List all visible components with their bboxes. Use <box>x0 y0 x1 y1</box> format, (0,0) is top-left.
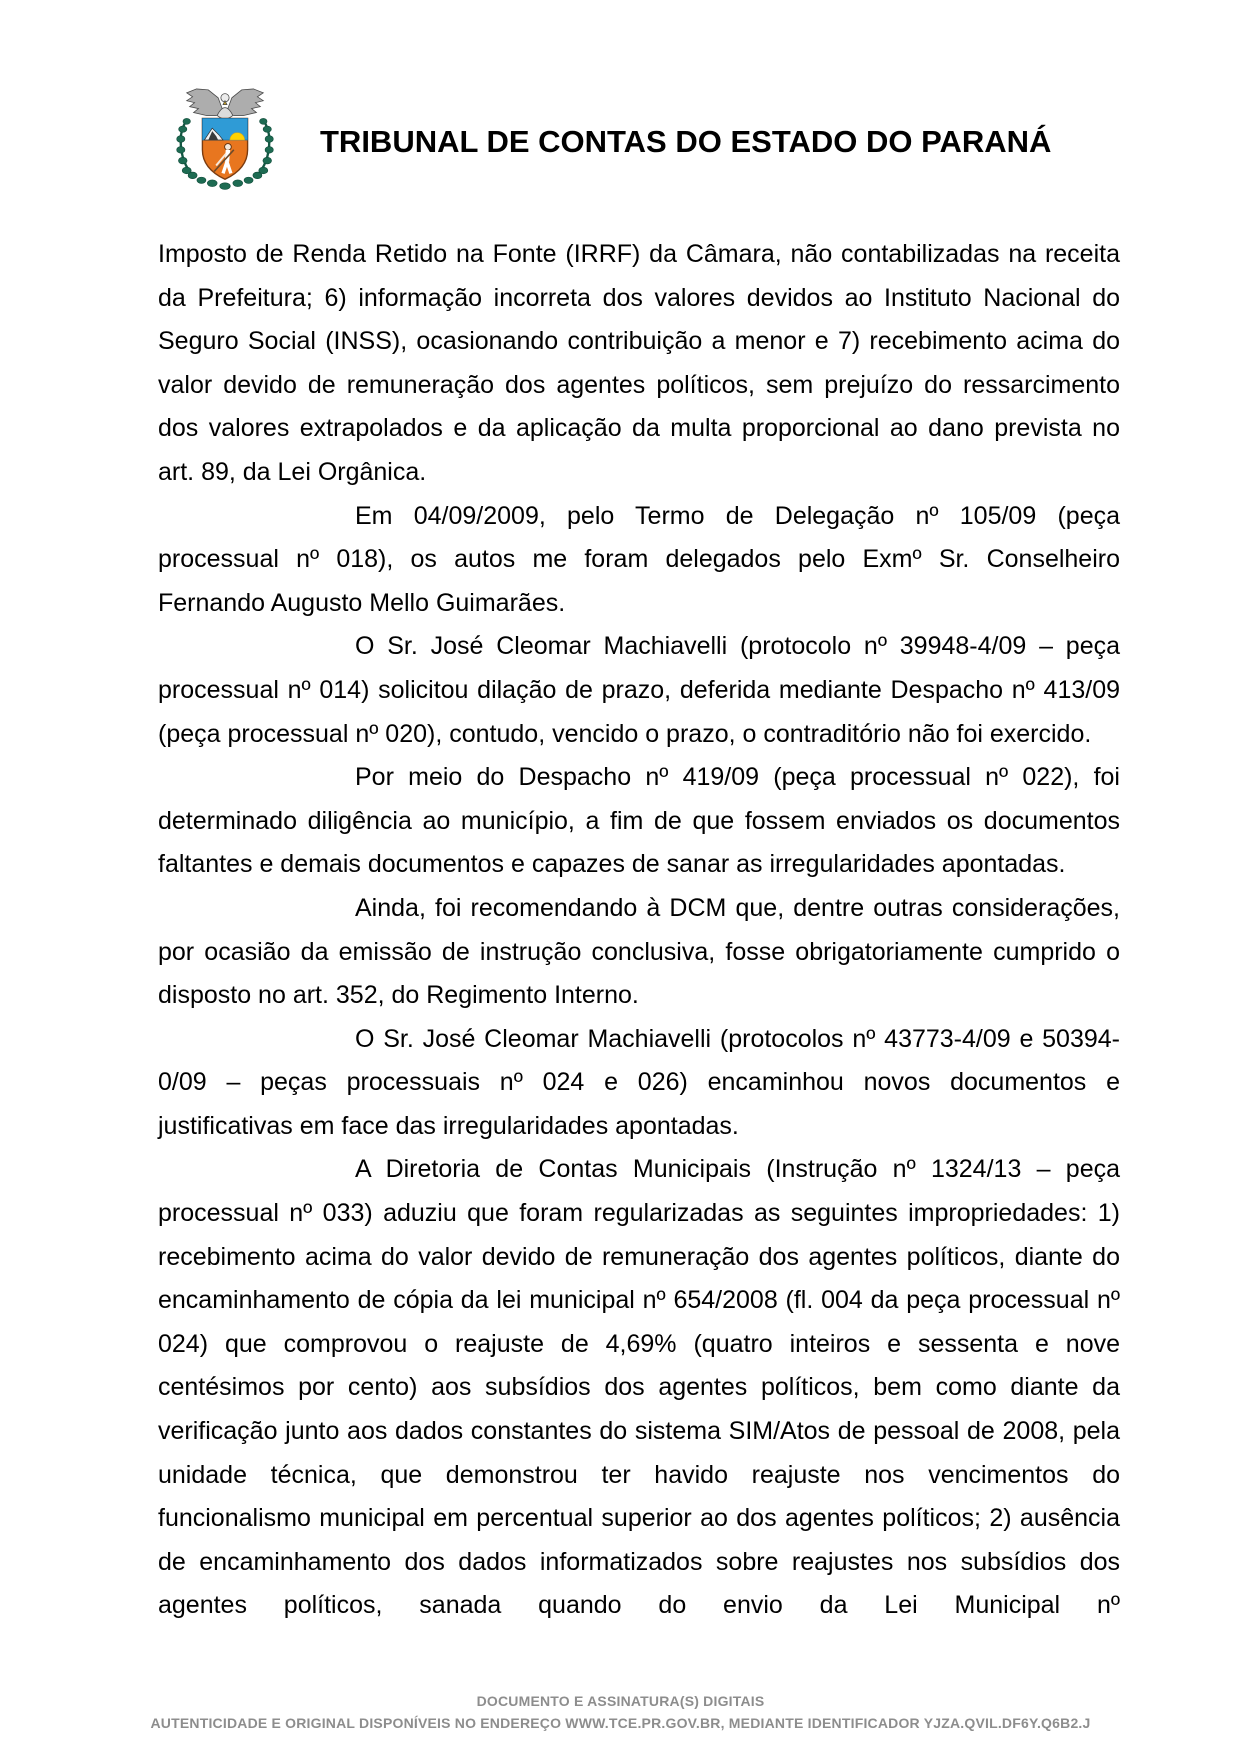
digital-signature-footer <box>0 1690 1241 1734</box>
paragraph-4: Por meio do Despacho nº 419/09 (peça processual nº 022), foi determinado diligência ao município, a fim de que fossem enviados os documentos faltantes e demais documentos e capazes de sanar as irregularidades apontadas. <box>158 763 1120 879</box>
paragraph-6: O Sr. José Cleomar Machiavelli (protocolos nº 43773-4/09 e 50394-0/09 – peças processuais nº 024 e 026) encaminhou novos documentos e justificativas em face das irregularidades apontadas. <box>158 1024 1120 1140</box>
paragraph-5: Ainda, foi recomendando à DCM que, dentre outras considerações, por ocasião da emissão de instrução conclusiva, fosse obrigatoriamente cumprido o disposto no art. 352, do Regimento Interno. <box>158 893 1120 1010</box>
footer-line-1: DOCUMENTO E ASSINATURA(S) DIGITAIS <box>476 1693 765 1709</box>
paragraph-7: A Diretoria de Contas Municipais (Instrução nº 1324/13 – peça processual nº 033) aduziu que foram regularizadas as seguintes impropriedades: 1) recebimento acima do valor devido de remuneração dos agentes políticos, diante do encaminhamento de cópia da lei municipal nº 654/2008 (fl. 004 da peça processual nº 024) que comprovou o reajuste de 4,69% (quatro inteiros e sessenta e nove centésimos por cento) aos subsídios dos agentes políticos, bem como diante da verificação junto aos dados constantes do sistema SIM/Atos de pessoal de 2008, pela unidade técnica, que demonstrou ter havido reajuste nos vencimentos do funcionalismo municipal em percentual superior ao dos agentes políticos; 2) ausência de encaminhamento dos dados informatizados sobre reajustes nos subsídios dos agentes políticos, sanada quando do envio da Lei Municipal nº <box>158 1155 1120 1620</box>
paragraph-3: O Sr. José Cleomar Machiavelli (protocolo nº 39948-4/09 – peça processual nº 014) solicitou dilação de prazo, deferida mediante Despacho nº 413/09 (peça processual nº 020), contudo, vencido o prazo, o contraditório não foi exercido. <box>158 632 1120 748</box>
document-body <box>158 233 1120 1628</box>
paragraph-2: Em 04/09/2009, pelo Termo de Delegação nº 105/09 (peça processual nº 018), os autos me foram delegados pelo Exmº Sr. Conselheiro Fernando Augusto Mello Guimarães. <box>158 501 1120 617</box>
footer-line-2: AUTENTICIDADE E ORIGINAL DISPONÍVEIS NO ENDEREÇO WWW.TCE.PR.GOV.BR, MEDIANTE IDENTIFICADOR YJZA.QVIL.DF6Y.Q6B2.J <box>150 1715 1091 1731</box>
page-title: TRIBUNAL DE CONTAS DO ESTADO DO PARANÁ <box>320 124 1052 159</box>
paragraph-1: Imposto de Renda Retido na Fonte (IRRF) da Câmara, não contabilizadas na receita da Prefeitura; 6) informação incorreta dos valores devidos ao Instituto Nacional do Seguro Social (INSS), ocasionando contribuição a menor e 7) recebimento acima do valor devido de remuneração dos agentes políticos, sem prejuízo do ressarcimento dos valores extrapolados e da aplicação da multa proporcional ao dano prevista no art. 89, da Lei Orgânica. <box>158 240 1120 486</box>
parana-coat-of-arms-icon <box>172 85 278 195</box>
